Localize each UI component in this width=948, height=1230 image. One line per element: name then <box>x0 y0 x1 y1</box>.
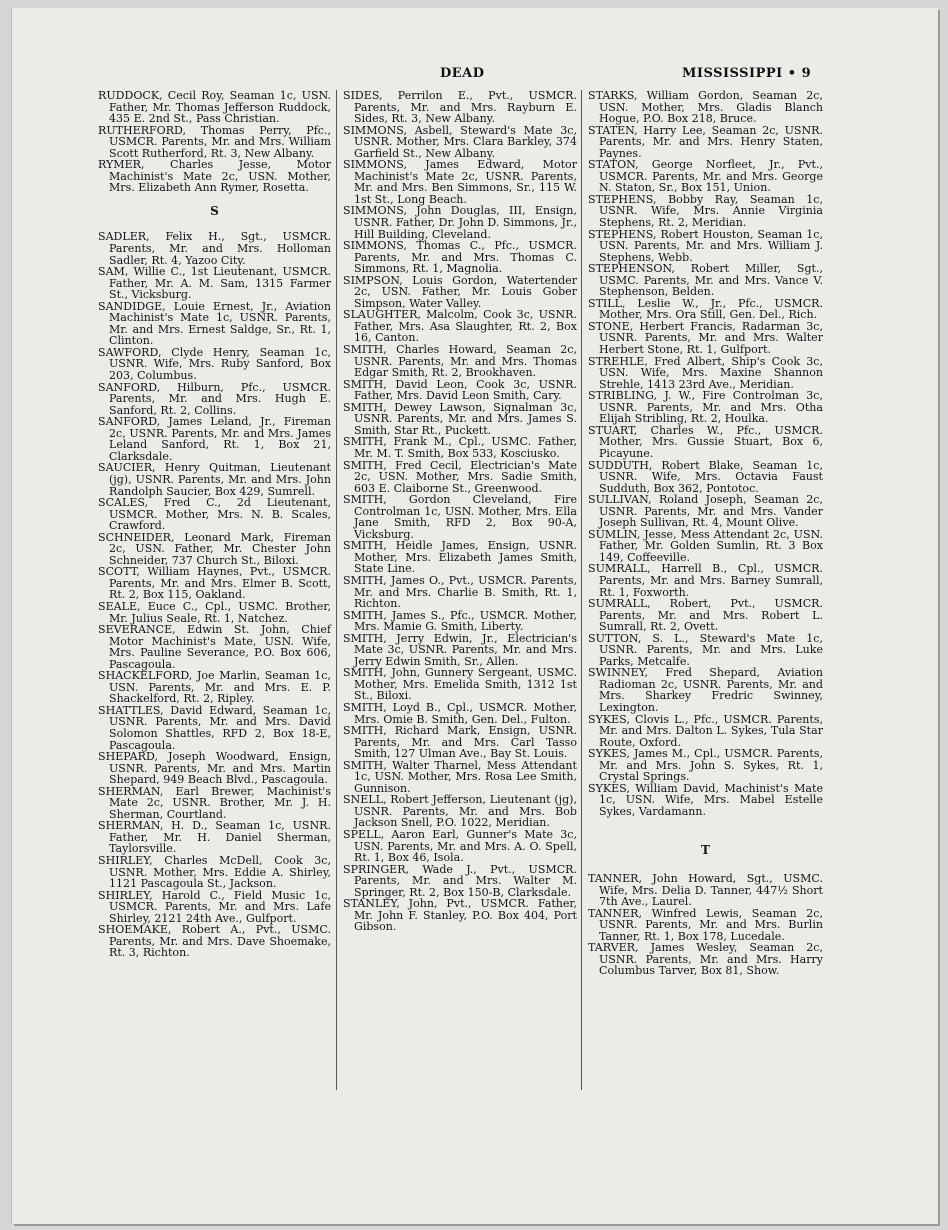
page-header <box>0 66 948 84</box>
casualty-entry: STRIBLING, J. W., Fire Controlman 3c, USNR. Parents, Mr. and Mrs. Otha Elijah Stribling, Rt. 2, Houlka. <box>588 389 823 426</box>
casualty-entry: SIMPSON, Louis Gordon, Watertender 2c, USN. Father, Mr. Louis Gober Simpson, Water Valley. <box>343 273 577 310</box>
header-state-page: MISSISSIPPI • 9 <box>682 66 812 81</box>
casualty-entry: SMITH, Gordon Cleveland, Fire Controlman 1c, USN. Mother, Mrs. Ella Jane Smith, RFD 2, Box 90-A, Vicksburg. <box>343 493 577 541</box>
header-title: DEAD <box>440 66 485 81</box>
casualty-entry: STARKS, William Gordon, Seaman 2c, USN. Mother, Mrs. Gladis Blanch Hogue, P.O. Box 218, Bruce. <box>588 89 823 126</box>
casualty-entry: STATON, George Norfleet, Jr., Pvt., USMCR. Parents, Mr. and Mrs. George N. Staton, Sr., Box 151, Union. <box>588 158 823 195</box>
casualty-entry: SHIRLEY, Harold C., Field Music 1c, USMCR. Parents, Mr. and Mrs. Lafe Shirley, 2121 24th Ave., Gulfport. <box>98 888 331 925</box>
casualty-entry: SCHNEIDER, Leonard Mark, Fireman 2c, USN. Father, Mr. Chester John Schneider, 737 Church St., Biloxi. <box>98 530 331 567</box>
casualty-entry: SAM, Willie C., 1st Lieutenant, USMCR. Father, Mr. A. M. Sam, 1315 Farmer St., Vicksburg. <box>98 265 331 302</box>
casualty-entry: SMITH, Heidle James, Ensign, USNR. Mother, Mrs. Elizabeth James Smith, State Line. <box>343 539 577 576</box>
casualty-entry: SMITH, James S., Pfc., USMCR. Mother, Mrs. Mamie G. Smith, Liberty. <box>343 608 577 634</box>
casualty-entry: SAWFORD, Clyde Henry, Seaman 1c, USNR. Wife, Mrs. Ruby Sanford, Box 203, Columbus. <box>98 345 331 383</box>
casualty-entry: SIMMONS, John Douglas, III, Ensign, USNR. Father, Dr. John D. Simmons, Jr., Hill Building, Cleveland. <box>343 204 577 241</box>
casualty-entry: SMITH, Fred Cecil, Electrician's Mate 2c, USN. Mother, Mrs. Sadie Smith, 603 E. Claiborne St., Greenwood. <box>343 458 577 495</box>
casualty-entry: SANFORD, Hilburn, Pfc., USMCR. Parents, Mr. and Mrs. Hugh E. Sanford, Rt. 2, Collins. <box>98 380 331 417</box>
casualty-entry: STEPHENS, Robert Houston, Seaman 1c, USN. Parents, Mr. and Mrs. William J. Stephens, Webb. <box>588 227 823 264</box>
section-heading: T <box>701 843 710 858</box>
casualty-entry: SAUCIER, Henry Quitman, Lieutenant (jg), USNR. Parents, Mr. and Mrs. John Randolph Saucier, Box 429, Sumrell. <box>98 461 331 498</box>
column-1 <box>98 90 331 959</box>
casualty-entry: SHATTLES, David Edward, Seaman 1c, USNR. Parents, Mr. and Mrs. David Solomon Shattles, RFD 2, Box 18-E, Pascagoula. <box>98 703 331 752</box>
casualty-entry: SIMMONS, James Edward, Motor Machinist's Mate 2c, USNR. Parents, Mr. and Mrs. Ben Simmons, Sr., 115 W. 1st St., Long Beach. <box>343 158 577 206</box>
casualty-entry: STANLEY, John, Pvt., USMCR. Father, Mr. John F. Stanley, P.O. Box 404, Port Gibson. <box>343 897 577 934</box>
casualty-entry: SHEPARD, Joseph Woodward, Ensign, USNR. Parents, Mr. and Mrs. Martin Shepard, 949 Beach Blvd., Pascagoula. <box>98 750 331 787</box>
casualty-entry: SADLER, Felix H., Sgt., USMCR. Parents, Mr. and Mrs. Holloman Sadler, Rt. 4, Yazoo City. <box>98 230 331 267</box>
casualty-entry: SEVERANCE, Edwin St. John, Chief Motor Machinist's Mate, USN. Wife, Mrs. Pauline Severance, P.O. Box 606, Pascagoula. <box>98 623 331 671</box>
casualty-entry: STONE, Herbert Francis, Radarman 3c, USNR. Parents, Mr. and Mrs. Walter Herbert Stone, Rt. 1, Gulfport. <box>588 319 823 357</box>
casualty-entry: SMITH, Jerry Edwin, Jr., Electrician's Mate 3c, USNR. Parents, Mr. and Mrs. Jerry Edwin Smith, Sr., Allen. <box>343 631 577 668</box>
casualty-entry: SMITH, Frank M., Cpl., USMC. Father, Mr. M. T. Smith, Box 533, Kosciusko. <box>343 435 577 460</box>
casualty-entry: SUMRALL, Harrell B., Cpl., USMCR. Parents, Mr. and Mrs. Barney Sumrall, Rt. 1, Foxworth. <box>588 562 823 599</box>
casualty-entry: RYMER, Charles Jesse, Motor Machinist's Mate 2c, USN. Mother, Mrs. Elizabeth Ann Rymer, Rosetta. <box>98 158 331 195</box>
casualty-entry: SHERMAN, Earl Brewer, Machinist's Mate 2c, USNR. Brother, Mr. J. H. Sherman, Courtland. <box>98 784 331 821</box>
casualty-entry: STILL, Leslie W., Jr., Pfc., USMCR. Mother, Mrs. Ora Still, Gen. Del., Rich. <box>588 296 823 322</box>
casualty-entry: SMITH, John, Gunnery Sergeant, USMC. Mother, Mrs. Emelida Smith, 1312 1st St., Biloxi. <box>343 666 577 703</box>
casualty-entry: SEALE, Euce C., Cpl., USMC. Brother, Mr. Julius Seale, Rt. 1, Natchez. <box>98 599 331 625</box>
casualty-entry: STATEN, Harry Lee, Seaman 2c, USNR. Parents, Mr. and Mrs. Henry Staten, Paynes. <box>588 123 823 160</box>
column-divider <box>581 90 582 1090</box>
casualty-entry: RUDDOCK, Cecil Roy, Seaman 1c, USN. Father, Mr. Thomas Jefferson Ruddock, 435 E. 2nd St., Pass Christian. <box>98 89 331 126</box>
casualty-entry: STUART, Charles W., Pfc., USMCR. Mother, Mrs. Gussie Stuart, Box 6, Picayune. <box>588 423 823 460</box>
casualty-entry: SPELL, Aaron Earl, Gunner's Mate 3c, USN. Parents, Mr. and Mrs. A. O. Spell, Rt. 1, Box 46, Isola. <box>343 828 577 865</box>
casualty-entry: SIMMONS, Asbell, Steward's Mate 3c, USNR. Mother, Mrs. Clara Barkley, 374 Garfield St., New Albany. <box>343 123 577 160</box>
casualty-entry: SIDES, Perrilon E., Pvt., USMCR. Parents, Mr. and Mrs. Rayburn E. Sides, Rt. 3, New Albany. <box>343 89 577 126</box>
casualty-entry: SMITH, Walter Tharnel, Mess Attendant 1c, USN. Mother, Mrs. Rosa Lee Smith, Gunnison. <box>343 758 577 795</box>
casualty-entry: SANDIDGE, Louie Ernest, Jr., Aviation Machinist's Mate 1c, USNR. Parents, Mr. and Mrs. Ernest Saldge, Sr., Rt. 1, Clinton. <box>98 299 331 348</box>
casualty-entry: SULLIVAN, Roland Joseph, Seaman 2c, USNR. Parents, Mr. and Mrs. Vander Joseph Sullivan, Rt. 4, Mount Olive. <box>588 493 823 530</box>
column-2 <box>343 90 577 933</box>
casualty-entry: STEPHENSON, Robert Miller, Sgt., USMC. Parents, Mr. and Mrs. Vance V. Stephenson, Belden. <box>588 262 823 299</box>
casualty-entry: SUDDUTH, Robert Blake, Seaman 1c, USNR. Wife, Mrs. Octavia Faust Sudduth, Box 362, Pontotoc. <box>588 458 823 495</box>
column-divider <box>336 90 337 1090</box>
casualty-entry: TANNER, Winfred Lewis, Seaman 2c, USNR. Parents, Mr. and Mrs. Burlin Tanner, Rt. 1, Box 178, Lucedale. <box>588 906 823 943</box>
casualty-entry: SYKES, Clovis L., Pfc., USMCR. Parents, Mr. and Mrs. Dalton L. Sykes, Tula Star Route, Oxford. <box>588 712 823 749</box>
casualty-entry: SLAUGHTER, Malcolm, Cook 3c, USNR. Father, Mrs. Asa Slaughter, Rt. 2, Box 16, Canton. <box>343 308 577 345</box>
casualty-entry: SYKES, William David, Machinist's Mate 1c, USN. Wife, Mrs. Mabel Estelle Sykes, Vardamann. <box>588 781 823 818</box>
casualty-entry: SMITH, Loyd B., Cpl., USMCR. Mother, Mrs. Omie B. Smith, Gen. Del., Fulton. <box>343 700 577 726</box>
casualty-entry: SIMMONS, Thomas C., Pfc., USMCR. Parents, Mr. and Mrs. Thomas C. Simmons, Rt. 1, Magnolia. <box>343 239 577 276</box>
casualty-entry: TANNER, John Howard, Sgt., USMC. Wife, Mrs. Delia D. Tanner, 447½ Short 7th Ave., Laurel. <box>588 872 823 909</box>
casualty-entry: SMITH, James O., Pvt., USMCR. Parents, Mr. and Mrs. Charlie B. Smith, Rt. 1, Richton. <box>343 573 577 611</box>
casualty-entry: TARVER, James Wesley, Seaman 2c, USNR. Parents, Mr. and Mrs. Harry Columbus Tarver, Box 81, Show. <box>588 941 823 978</box>
casualty-entry: SCALES, Fred C., 2d Lieutenant, USMCR. Mother, Mrs. N. B. Scales, Crawford. <box>98 496 331 533</box>
casualty-entry: SHERMAN, H. D., Seaman 1c, USNR. Father, Mr. H. Daniel Sherman, Taylorsville. <box>98 819 331 856</box>
casualty-entry: SHIRLEY, Charles McDell, Cook 3c, USNR. Mother, Mrs. Eddie A. Shirley, 1121 Pascagoula St., Jackson. <box>98 854 331 891</box>
casualty-entry: STREHLE, Fred Albert, Ship's Cook 3c, USN. Wife, Mrs. Maxine Shannon Strehle, 1413 23rd Ave., Meridian. <box>588 354 823 391</box>
casualty-entry: SMITH, Dewey Lawson, Signalman 3c, USNR. Parents, Mr. and Mrs. James S. Smith, Star Rt., Puckett. <box>343 400 577 437</box>
casualty-entry: SMITH, Richard Mark, Ensign, USNR. Parents, Mr. and Mrs. Carl Tasso Smith, 127 Ulman Ave., Bay St. Louis. <box>343 724 577 761</box>
casualty-entry: SUMLIN, Jesse, Mess Attendant 2c, USN. Father, Mr. Golden Sumlin, Rt. 3 Box 149, Coffeeville. <box>588 527 823 564</box>
section-heading: S <box>210 203 219 218</box>
casualty-entry: RUTHERFORD, Thomas Perry, Pfc., USMCR. Parents, Mr. and Mrs. William Scott Rutherford, Rt. 3, New Albany. <box>98 123 331 160</box>
casualty-entry: STEPHENS, Bobby Ray, Seaman 1c, USNR. Wife, Mrs. Annie Virginia Stephens, Rt. 2, Meridian. <box>588 192 823 230</box>
casualty-entry: SMITH, Charles Howard, Seaman 2c, USNR. Parents, Mr. and Mrs. Thomas Edgar Smith, Rt. 2, Brookhaven. <box>343 343 577 380</box>
casualty-entry: SANFORD, James Leland, Jr., Fireman 2c, USNR. Parents, Mr. and Mrs. James Leland Sanford, Rt. 1, Box 21, Clarksdale. <box>98 415 331 463</box>
casualty-entry: SUMRALL, Robert, Pvt., USMCR. Parents, Mr. and Mrs. Robert L. Sumrall, Rt. 2, Ovett. <box>588 597 823 634</box>
casualty-entry: SHOEMAKE, Robert A., Pvt., USMC. Parents, Mr. and Mrs. Dave Shoemake, Rt. 3, Richton. <box>98 923 331 960</box>
casualty-entry: SHACKELFORD, Joe Marlin, Seaman 1c, USN. Parents, Mr. and Mrs. E. P. Shackelford, Rt. 2, Ripley. <box>98 669 331 706</box>
casualty-entry: SCOTT, William Haynes, Pvt., USMCR. Parents, Mr. and Mrs. Elmer B. Scott, Rt. 2, Box 115, Oakland. <box>98 565 331 602</box>
casualty-entry: SYKES, James M., Cpl., USMCR. Parents, Mr. and Mrs. John S. Sykes, Rt. 1, Crystal Springs. <box>588 747 823 784</box>
casualty-entry: SWINNEY, Fred Shepard, Aviation Radioman 2c, USNR. Parents, Mr. and Mrs. Sharkey Fredric Swinney, Lexington. <box>588 666 823 714</box>
column-3 <box>588 90 823 977</box>
casualty-entry: SNELL, Robert Jefferson, Lieutenant (jg), USNR. Parents, Mr. and Mrs. Bob Jackson Snell, P.O. 1022, Meridian. <box>343 793 577 830</box>
casualty-entry: SUTTON, S. L., Steward's Mate 1c, USNR. Parents, Mr. and Mrs. Luke Parks, Metcalfe. <box>588 631 823 668</box>
casualty-entry: SPRINGER, Wade J., Pvt., USMCR. Parents, Mr. and Mrs. Walter M. Springer, Rt. 2, Box 150-B, Clarksdale. <box>343 862 577 899</box>
casualty-entry: SMITH, David Leon, Cook 3c, USNR. Father, Mrs. David Leon Smith, Cary. <box>343 377 577 403</box>
